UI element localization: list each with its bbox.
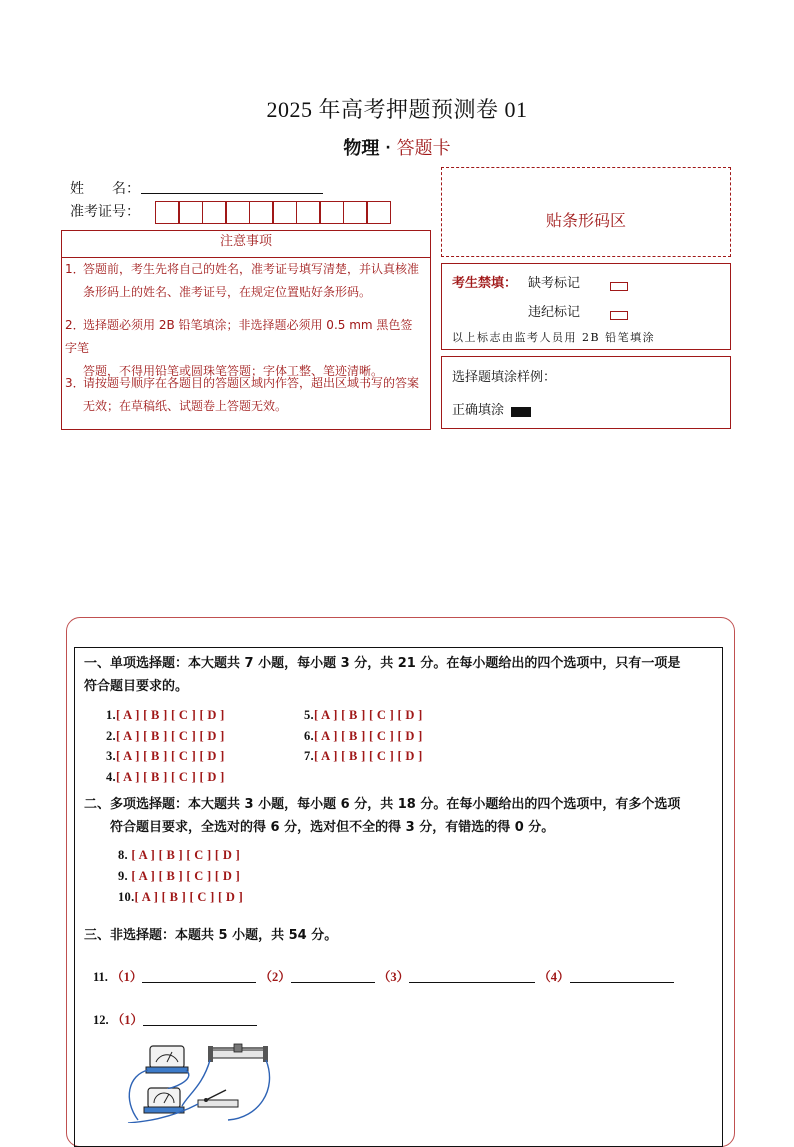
answer-options[interactable]: [ A ] [ B ] [ C ] [ D ] <box>313 749 423 763</box>
choice-row[interactable] <box>118 869 240 884</box>
notice-num: 1． <box>65 262 85 276</box>
examiner-only-title: 考生禁填： <box>452 276 518 291</box>
notice-item <box>65 372 423 418</box>
notice-text: 无效；在草稿纸、试题卷上答题无效。 <box>83 399 288 413</box>
id-cell[interactable] <box>202 201 227 224</box>
choice-row[interactable] <box>106 729 225 744</box>
notice-item <box>65 258 423 304</box>
id-cell[interactable] <box>319 201 344 224</box>
answer-blank[interactable] <box>143 1011 257 1026</box>
question-number: 11. <box>93 970 108 984</box>
answer-options[interactable]: [ A ] [ B ] [ C ] [ D ] <box>131 869 241 883</box>
part-label: （1） <box>111 1013 144 1027</box>
part-label: （2） <box>259 970 291 984</box>
answer-blank[interactable] <box>142 968 256 983</box>
section1-heading-line: 符合题目要求的。 <box>84 679 189 694</box>
choice-row[interactable] <box>304 708 423 723</box>
violation-label: 违纪标记 <box>528 305 581 320</box>
absent-label: 缺考标记 <box>528 276 581 291</box>
name-field[interactable] <box>141 193 323 194</box>
switch <box>198 1090 238 1107</box>
answer-blank[interactable] <box>409 968 535 983</box>
correct-fill-label: 正确填涂 <box>452 403 505 418</box>
question-number: 5. <box>304 708 314 722</box>
answer-options[interactable]: [ A ] [ B ] [ C ] [ D ] <box>313 708 423 722</box>
answer-options[interactable]: [ A ] [ B ] [ C ] [ D ] <box>131 848 241 862</box>
question-number: 6. <box>304 729 314 743</box>
id-cell[interactable] <box>343 201 368 224</box>
question-number: 3. <box>106 749 116 763</box>
question-number: 4. <box>106 770 116 784</box>
question-12 <box>93 1010 257 1028</box>
separator-dot: · <box>385 140 391 156</box>
card-type: 答题卡 <box>396 138 451 159</box>
notice-text: 答题，不得用铅笔或圆珠笔答题；字体工整、笔迹清晰。 <box>83 364 384 378</box>
id-cell[interactable] <box>178 201 203 224</box>
answer-blank[interactable] <box>570 968 674 983</box>
ammeter-top <box>146 1046 188 1073</box>
question-number: 12. <box>93 1013 109 1027</box>
section2-heading-line: 符合题目要求，全选对的得 6 分，选对但不全的得 3 分，有错选的得 0 分。 <box>110 820 555 835</box>
id-label: 准考证号： <box>70 204 140 220</box>
notice-text: 选择题必须用 2B 铅笔填涂；非选择题必须用 0.5 mm 黑色签字笔 <box>65 318 413 355</box>
notice-text: 条形码上的姓名、准考证号，在规定位置贴好条形码。 <box>83 285 372 299</box>
section3-heading: 三、非选择题：本题共 5 小题，共 54 分。 <box>84 928 338 943</box>
fill-sample-title: 选择题填涂样例： <box>452 370 557 385</box>
id-cell[interactable] <box>225 201 250 224</box>
name-label: 姓 名： <box>70 181 140 197</box>
section2-heading-line: 二、多项选择题：本大题共 3 小题，每小题 6 分，共 18 分。在每小题给出的四个选项中，有多个选项 <box>84 797 681 812</box>
choice-row[interactable] <box>106 749 225 764</box>
rheostat <box>208 1044 268 1062</box>
choice-row[interactable] <box>118 890 243 905</box>
section1-heading <box>84 652 714 698</box>
answer-options[interactable]: [ A ] [ B ] [ C ] [ D ] <box>115 729 225 743</box>
exam-title: 2025 年高考押题预测卷 01 <box>266 97 528 122</box>
barcode-label: 贴条形码区 <box>545 211 626 230</box>
id-number-grid[interactable] <box>156 201 391 224</box>
section1-heading-line: 一、单项选择题：本大题共 7 小题，每小题 3 分，共 21 分。在每小题给出的四个选项中，只有一项是 <box>84 656 681 671</box>
examiner-only-box <box>441 263 731 350</box>
choice-row[interactable] <box>118 848 240 863</box>
question-number: 2. <box>106 729 116 743</box>
notice-num: 3． <box>65 376 85 390</box>
choice-row[interactable] <box>106 770 225 785</box>
answer-options[interactable]: [ A ] [ B ] [ C ] [ D ] <box>115 708 225 722</box>
question-number: 7. <box>304 749 314 763</box>
correct-fill-example <box>511 407 531 417</box>
notice-heading: 注意事项 <box>61 230 431 258</box>
part-label: （4） <box>538 970 570 984</box>
question-number: 10. <box>118 890 135 904</box>
ammeter-bottom <box>144 1088 184 1113</box>
choice-row[interactable] <box>106 708 225 723</box>
choice-row[interactable] <box>304 729 423 744</box>
notice-text: 请按题号顺序在各题目的答题区域内作答，超出区域书写的答案 <box>83 376 420 390</box>
id-cell[interactable] <box>272 201 297 224</box>
notice-num: 2． <box>65 318 85 332</box>
answer-options[interactable]: [ A ] [ B ] [ C ] [ D ] <box>115 770 225 784</box>
answer-options[interactable]: [ A ] [ B ] [ C ] [ D ] <box>313 729 423 743</box>
id-cell[interactable] <box>366 201 391 224</box>
answer-options[interactable]: [ A ] [ B ] [ C ] [ D ] <box>134 890 244 904</box>
barcode-area <box>441 167 731 257</box>
absent-mark-box[interactable] <box>610 282 628 291</box>
answer-options[interactable]: [ A ] [ B ] [ C ] [ D ] <box>115 749 225 763</box>
answer-blank[interactable] <box>291 968 375 983</box>
question-11 <box>93 967 674 985</box>
part-label: （1） <box>111 970 143 984</box>
section2-heading <box>84 793 714 839</box>
question-number: 1. <box>106 708 116 722</box>
id-cell[interactable] <box>296 201 321 224</box>
circuit-illustration <box>108 1040 278 1123</box>
choice-row[interactable] <box>304 749 423 764</box>
question-number: 9. <box>118 869 128 883</box>
id-cell[interactable] <box>155 201 180 224</box>
question-number: 8. <box>118 848 128 862</box>
notice-body <box>61 258 431 430</box>
subject-line <box>0 134 794 160</box>
subject-name: 物理 <box>343 138 380 159</box>
violation-mark-box[interactable] <box>610 311 628 320</box>
fill-sample-box <box>441 356 731 429</box>
id-cell[interactable] <box>249 201 274 224</box>
notice-text: 答题前，考生先将自己的姓名，准考证号填写清楚，并认真核准 <box>83 262 420 276</box>
part-label: （3） <box>377 970 410 984</box>
examiner-note: 以上标志由监考人员用 2B 铅笔填涂 <box>452 331 656 344</box>
